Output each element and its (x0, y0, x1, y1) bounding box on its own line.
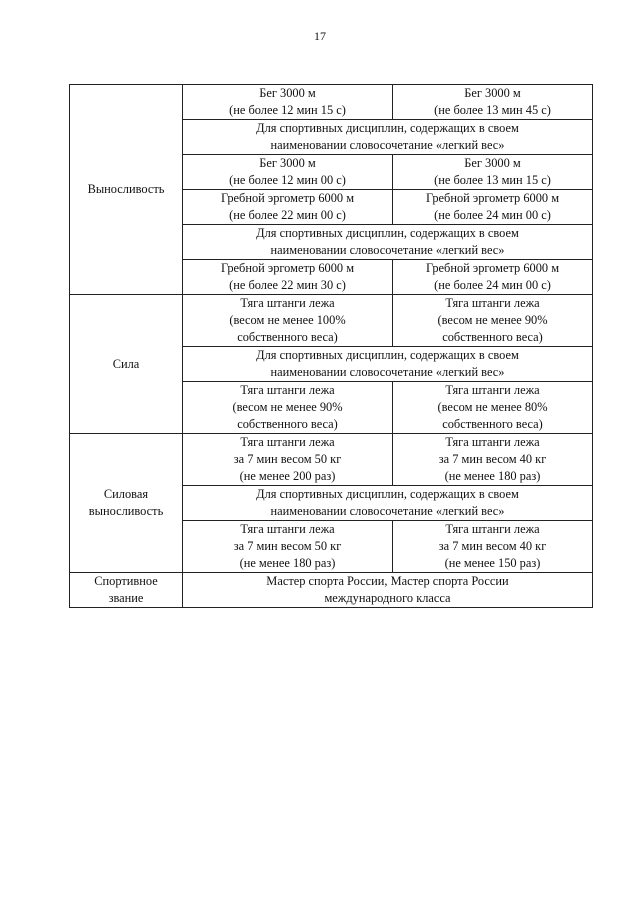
table-row (70, 434, 593, 486)
norm-cell-left: Бег 3000 м (не более 12 мин 15 с) (183, 85, 393, 120)
norm-cell-left: Бег 3000 м (не более 12 мин 00 с) (183, 155, 393, 190)
table-row (70, 295, 593, 347)
table-row (70, 85, 593, 120)
span-note-cell: Для спортивных дисциплин, содержащих в своем наименовании словосочетание «легкий вес» (183, 120, 593, 155)
norm-cell-right: Тяга штанги лежа за 7 мин весом 40 кг (не менее 150 раз) (393, 521, 593, 573)
quality-label-cell: Силовая выносливость (70, 434, 183, 573)
norm-cell-left: Тяга штанги лежа (весом не менее 90% собственного веса) (183, 382, 393, 434)
span-note-cell: Мастер спорта России, Мастер спорта России международного класса (183, 573, 593, 608)
span-note-cell: Для спортивных дисциплин, содержащих в своем наименовании словосочетание «легкий вес» (183, 347, 593, 382)
standards-table-body (70, 85, 593, 608)
norm-cell-left: Тяга штанги лежа за 7 мин весом 50 кг (не менее 180 раз) (183, 521, 393, 573)
norm-cell-left: Тяга штанги лежа за 7 мин весом 50 кг (не менее 200 раз) (183, 434, 393, 486)
span-note-cell: Для спортивных дисциплин, содержащих в своем наименовании словосочетание «легкий вес» (183, 225, 593, 260)
page-number: 17 (314, 29, 326, 43)
norm-cell-left: Тяга штанги лежа (весом не менее 100% собственного веса) (183, 295, 393, 347)
norm-cell-right: Гребной эргометр 6000 м (не более 24 мин 00 с) (393, 260, 593, 295)
norm-cell-right: Гребной эргометр 6000 м (не более 24 мин 00 с) (393, 190, 593, 225)
norm-cell-right: Тяга штанги лежа за 7 мин весом 40 кг (не менее 180 раз) (393, 434, 593, 486)
standards-table (69, 84, 593, 608)
norm-cell-right: Бег 3000 м (не более 13 мин 45 с) (393, 85, 593, 120)
quality-label-cell: Спортивное звание (70, 573, 183, 608)
quality-label-cell: Выносливость (70, 85, 183, 295)
norm-cell-right: Бег 3000 м (не более 13 мин 15 с) (393, 155, 593, 190)
span-note-cell: Для спортивных дисциплин, содержащих в своем наименовании словосочетание «легкий вес» (183, 486, 593, 521)
norm-cell-right: Тяга штанги лежа (весом не менее 80% собственного веса) (393, 382, 593, 434)
table-row (70, 573, 593, 608)
norm-cell-left: Гребной эргометр 6000 м (не более 22 мин 00 с) (183, 190, 393, 225)
norm-cell-right: Тяга штанги лежа (весом не менее 90% собственного веса) (393, 295, 593, 347)
norm-cell-left: Гребной эргометр 6000 м (не более 22 мин 30 с) (183, 260, 393, 295)
quality-label-cell: Сила (70, 295, 183, 434)
